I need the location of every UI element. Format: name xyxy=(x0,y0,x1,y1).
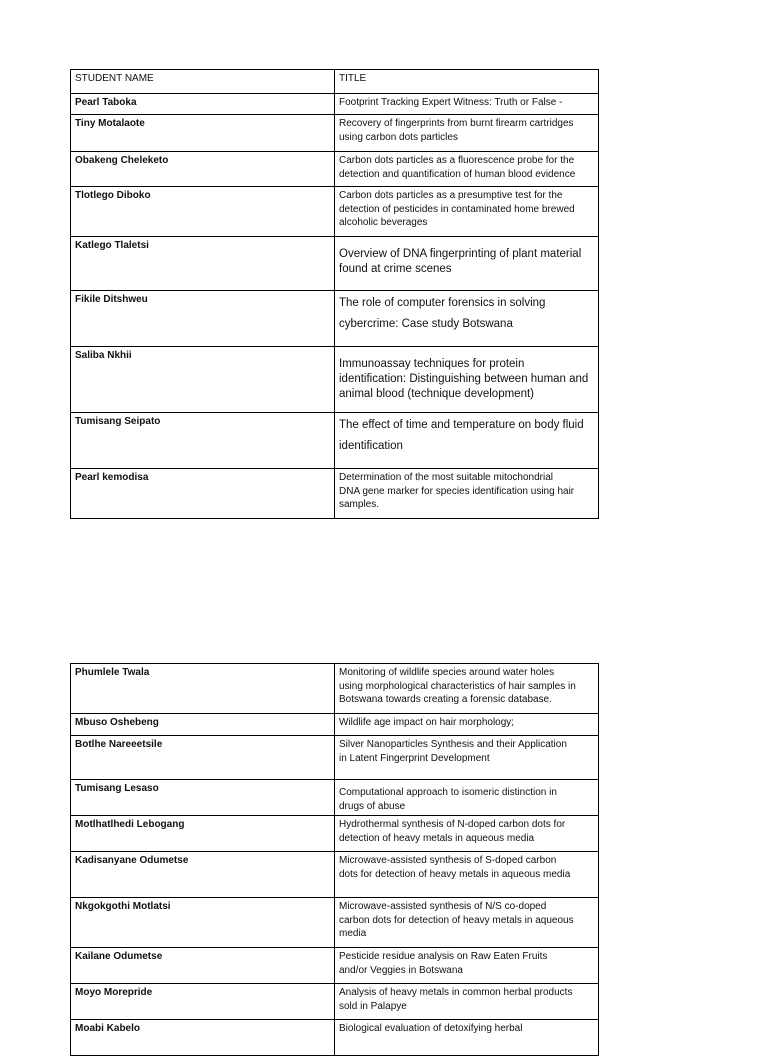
table-row xyxy=(71,1020,599,1056)
student-name-cell: Pearl kemodisa xyxy=(71,469,335,519)
title-cell: Recovery of fingerprints from burnt firearm cartridges using carbon dots particles xyxy=(335,115,599,152)
student-name-cell: Pearl Taboka xyxy=(71,94,335,115)
student-name-cell: Katlego Tlaletsi xyxy=(71,237,335,291)
title-cell: Computational approach to isomeric distinction in drugs of abuse xyxy=(335,780,599,816)
title-cell: The effect of time and temperature on body fluid identification xyxy=(335,413,599,469)
title-cell: Wildlife age impact on hair morphology; xyxy=(335,714,599,736)
table-row xyxy=(71,948,599,984)
title-cell: Footprint Tracking Expert Witness: Truth or False - xyxy=(335,94,599,115)
student-name-cell: Moyo Morepride xyxy=(71,984,335,1020)
title-cell: Determination of the most suitable mitochondrial DNA gene marker for species identification using hair samples. xyxy=(335,469,599,519)
title-cell: Analysis of heavy metals in common herbal products sold in Palapye xyxy=(335,984,599,1020)
table-row xyxy=(71,898,599,948)
title-cell: Immunoassay techniques for protein identification: Distinguishing between human and animal blood (technique development) xyxy=(335,347,599,413)
title-cell: The role of computer forensics in solving cybercrime: Case study Botswana xyxy=(335,291,599,347)
title-cell: Monitoring of wildlife species around water holes using morphological characteristics of hair samples in Botswana towards creating a forensic database. xyxy=(335,664,599,714)
title-cell: Carbon dots particles as a fluorescence probe for the detection and quantification of human blood evidence xyxy=(335,152,599,187)
student-name-cell: Mbuso Oshebeng xyxy=(71,714,335,736)
student-name-cell: Fikile Ditshweu xyxy=(71,291,335,347)
table-row xyxy=(71,237,599,291)
student-name-cell: Tumisang Lesaso xyxy=(71,780,335,816)
student-name-cell: Tiny Motalaote xyxy=(71,115,335,152)
title-cell: Pesticide residue analysis on Raw Eaten Fruits and/or Veggies in Botswana xyxy=(335,948,599,984)
table-row xyxy=(71,469,599,519)
title-cell: Biological evaluation of detoxifying herbal xyxy=(335,1020,599,1056)
title-cell: Microwave-assisted synthesis of N/S co-doped carbon dots for detection of heavy metals in aqueous media xyxy=(335,898,599,948)
table-row xyxy=(71,152,599,187)
student-name-cell: Nkgokgothi Motlatsi xyxy=(71,898,335,948)
header-title: TITLE xyxy=(335,70,599,94)
student-name-cell: Motlhatlhedi Lebogang xyxy=(71,816,335,852)
student-name-cell: Tlotlego Diboko xyxy=(71,187,335,237)
title-cell: Overview of DNA fingerprinting of plant material found at crime scenes xyxy=(335,237,599,291)
student-name-cell: Saliba Nkhii xyxy=(71,347,335,413)
table-row xyxy=(71,347,599,413)
table-row xyxy=(71,714,599,736)
student-name-cell: Obakeng Cheleketo xyxy=(71,152,335,187)
table-row xyxy=(71,736,599,780)
table-row xyxy=(71,852,599,898)
table-row xyxy=(71,413,599,469)
student-name-cell: Botlhe Nareeetsile xyxy=(71,736,335,780)
table-row xyxy=(71,780,599,816)
student-name-cell: Kadisanyane Odumetse xyxy=(71,852,335,898)
student-name-cell: Phumlele Twala xyxy=(71,664,335,714)
student-titles-table-2 xyxy=(70,663,599,1056)
title-cell: Carbon dots particles as a presumptive test for the detection of pesticides in contaminated home brewed alcoholic beverages xyxy=(335,187,599,237)
table-row xyxy=(71,664,599,714)
table-row xyxy=(71,984,599,1020)
title-cell: Hydrothermal synthesis of N-doped carbon dots for detection of heavy metals in aqueous media xyxy=(335,816,599,852)
student-name-cell: Tumisang Seipato xyxy=(71,413,335,469)
title-cell: Silver Nanoparticles Synthesis and their Application in Latent Fingerprint Development xyxy=(335,736,599,780)
table-header-row xyxy=(71,70,599,94)
header-student-name: STUDENT NAME xyxy=(71,70,335,94)
table-row xyxy=(71,187,599,237)
table-row xyxy=(71,115,599,152)
title-cell: Microwave-assisted synthesis of S-doped carbon dots for detection of heavy metals in aqueous media xyxy=(335,852,599,898)
table-row xyxy=(71,291,599,347)
student-name-cell: Moabi Kabelo xyxy=(71,1020,335,1056)
table-row xyxy=(71,94,599,115)
student-titles-table-1 xyxy=(70,69,599,519)
student-name-cell: Kailane Odumetse xyxy=(71,948,335,984)
table-row xyxy=(71,816,599,852)
